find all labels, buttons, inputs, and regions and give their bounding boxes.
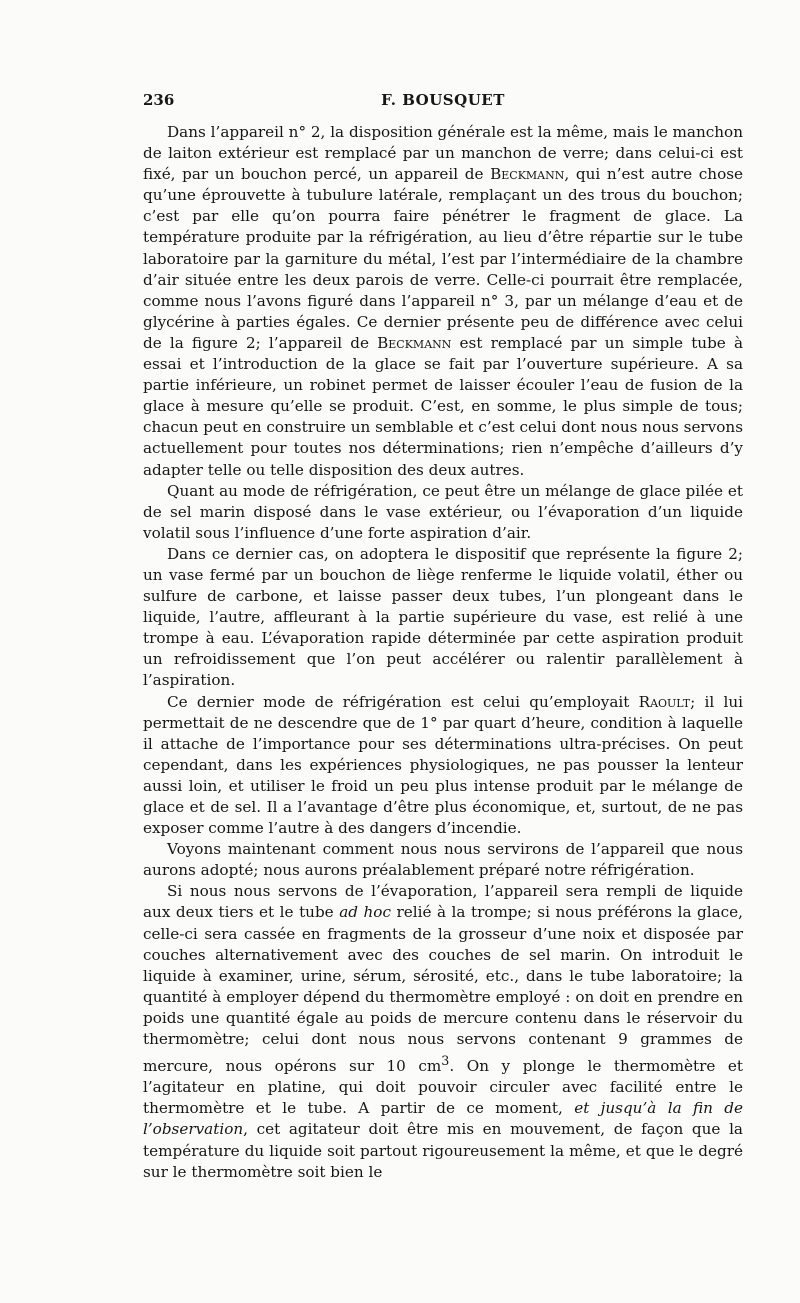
paragraph	[143, 544, 743, 692]
text-segment: Voyons maintenant comment nous nous servirons de l’appareil que nous aurons adopté; nous aurons préalablement préparé notre réfrigération.	[143, 840, 743, 880]
page-number: 236	[143, 91, 175, 109]
page-header	[143, 91, 743, 111]
text-segment: 3	[441, 1053, 450, 1069]
text-segment: Si nous nous servons de l’évaporation, l’appareil sera rempli de liquide aux deux tiers et le tube	[143, 882, 743, 922]
paragraph	[143, 692, 743, 840]
text-segment: Dans l’appareil n° 2, la disposition générale est la même, mais le manchon de laiton extérieur est remplacé par un manchon de verre; dans celui-ci est fixé, par un bouchon percé, un appareil de	[143, 123, 743, 184]
text-segment: Ce dernier mode de réfrigération est celui qu’employait	[167, 692, 639, 711]
text-segment: Dans ce dernier cas, on adoptera le dispositif que représente la figure 2; un vase fermé par un bouchon de liège renferme le liquide volatil, éther ou sulfure de carbone, et laisse passer deux tubes, l’un plongeant dans le liquide, l’autre, affleurant à la partie supérieure du vase, est relié à une trompe à eau. L’évaporation rapide déterminée par cette aspiration produit un refroidissement que l’on peut accélérer ou ralentir parallèlement à l’aspiration.	[143, 544, 743, 690]
text-segment: Quant au mode de réfrigération, ce peut être un mélange de glace pilée et de sel marin disposé dans le vase extérieur, ou l’évaporation d’un liquide volatil sous l’influence d’une forte aspiration d’air.	[143, 481, 743, 542]
text-segment: . On y plonge le thermomètre et l’agitateur en platine, qui doit pouvoir circuler avec facilité entre le thermomètre et le tube. A partir de ce moment,	[143, 1057, 743, 1118]
text-segment: , qui n’est autre chose qu’une éprouvette à tubulure latérale, remplaçant un des trous du bouchon; c’est par elle qu’on pourra faire pénétrer le fragment de glace. La température produite par la réfrigération, au lieu d’être répartie sur le tube laboratoire par la garniture du métal, l’est par l’intermédiaire de la chambre d’air située entre les deux parois de verre. Celle-ci pourrait être remplacée, comme nous l’avons figuré dans l’appareil n° 3, par un mélange d’eau et de glycérine à parties égales. Ce dernier présente peu de différence avec celui de la figure 2; l’appareil de	[143, 165, 743, 352]
text-segment: est remplacé par un simple tube à essai et l’introduction de la glace se fait par l’ouverture supérieure. A sa partie inférieure, un robinet permet de laisser écouler l’eau de fusion de la glace à mesure qu’elle se produit. C’est, en somme, le plus simple de tous; chacun peut en construire un semblable et c’est celui dont nous nous servons actuellement pour toutes nos déterminations; rien n’empêche d’ailleurs d’y adapter telle ou telle disposition des deux autres.	[143, 333, 743, 479]
text-segment: relié à la trompe; si nous préférons la glace, celle-ci sera cassée en fragments de la grosseur d’une noix et disposée par couches alternativement avec des couches de sel marin. On introduit le liquide à examiner, urine, sérum, sérosité, etc., dans le tube laboratoire; la quantité à employer dépend du thermomètre employé : on doit en prendre en poids une quantité égale au poids de mercure contenu dans le réservoir du thermomètre; celui dont nous nous servons contenant 9 grammes de mercure, nous opérons sur 10 cm	[143, 903, 743, 1076]
text-segment: , cet agitateur doit être mis en mouvement, de façon que la température du liquide soit partout rigoureusement la même, et que le degré sur le thermomètre soit bien le	[143, 1120, 743, 1181]
text-segment: ; il lui permettait de ne descendre que de 1° par quart d’heure, condition à laquelle il attache de l’importance pour ses déterminations ultra-précises. On peut cependant, dans les expériences physiologiques, ne pas pousser la lenteur aussi loin, et utiliser le froid un peu plus intense produit par le mélange de glace et de sel. Il a l’avantage d’être plus économique, et, surtout, de ne pas exposer comme l’autre à des dangers d’incendie.	[143, 692, 743, 838]
author-name: Raoult	[638, 692, 691, 711]
body-text	[143, 122, 743, 1183]
text-segment: ad hoc	[339, 903, 391, 922]
paragraph	[143, 481, 743, 544]
running-head: F. BOUSQUET	[381, 91, 505, 109]
author-name: Beckmann	[377, 333, 452, 352]
text-segment: et jusqu’à la fin de l’observation	[143, 1099, 743, 1139]
author-name: Beckmann	[490, 165, 565, 184]
paragraph	[143, 881, 743, 1182]
paragraph	[143, 122, 743, 481]
paragraph	[143, 839, 743, 881]
